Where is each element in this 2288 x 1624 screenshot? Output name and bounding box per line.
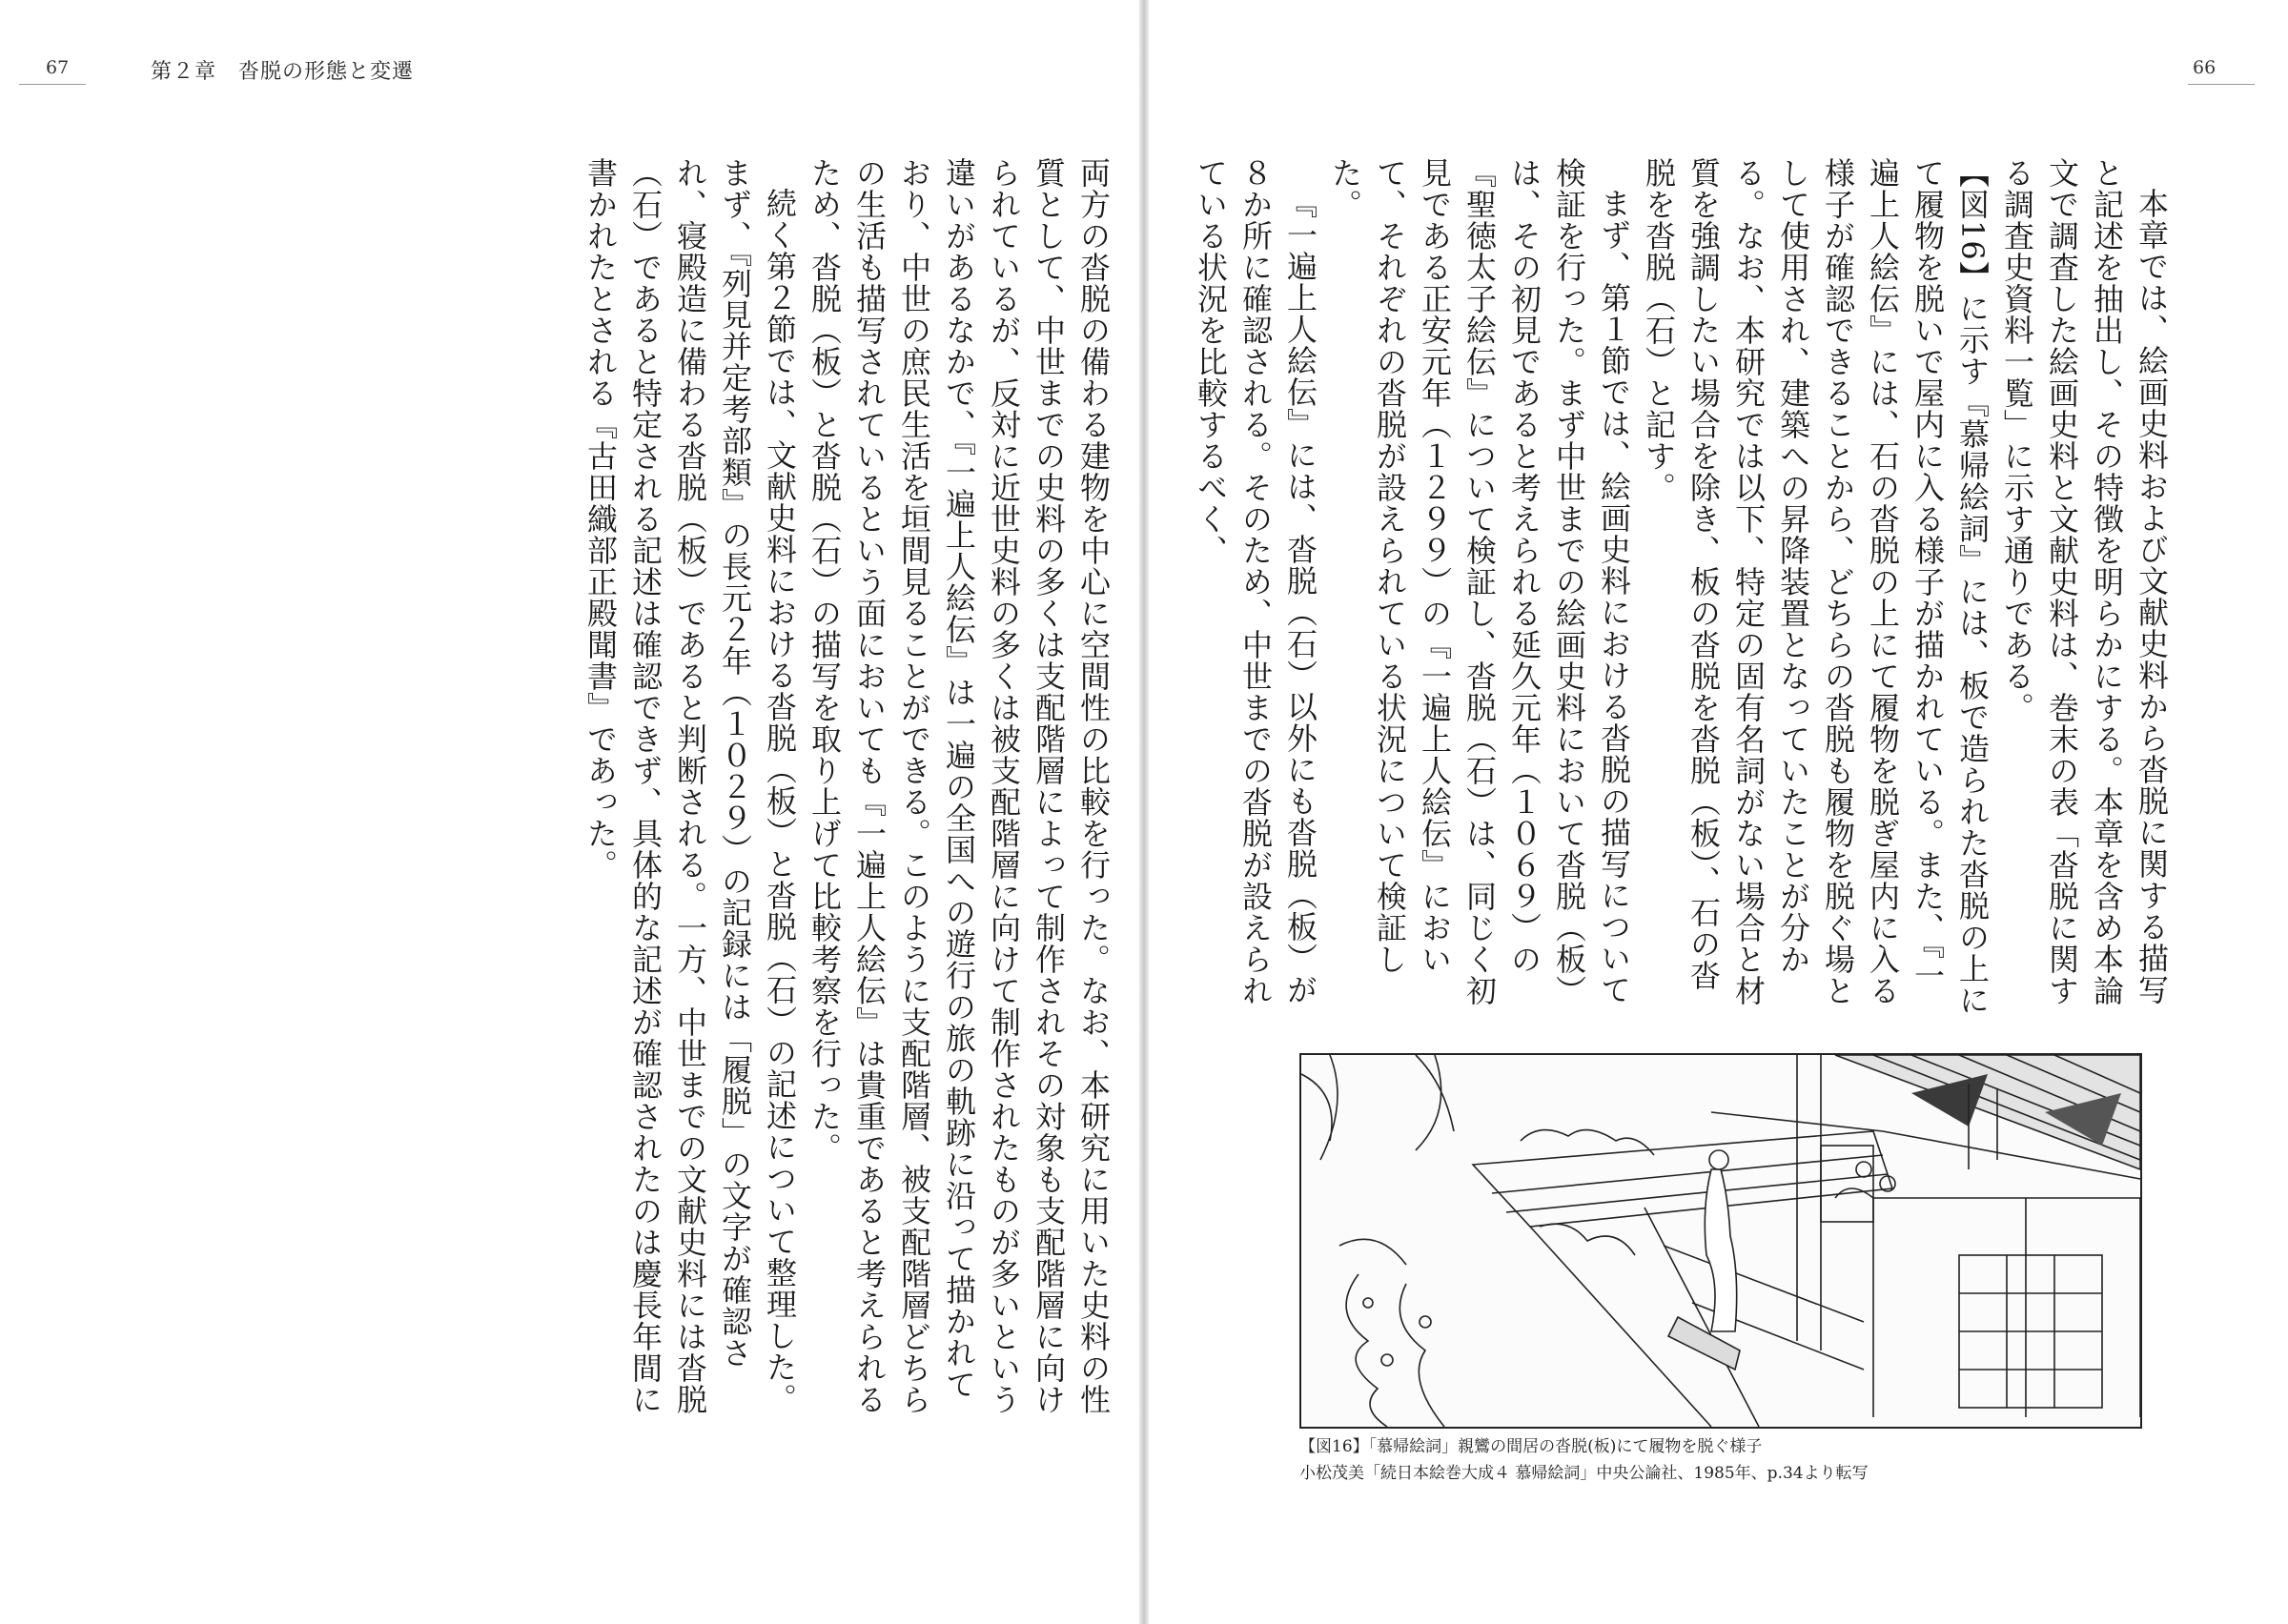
paragraph: 【図16】に示す『慕帰絵詞』には、板で造られた沓脱の上にて履物を脱いで屋内に入る様子が描かれている。また、『一遍上人絵伝』には、石の沓脱の上にて履物を脱ぎ屋内に入る様子が確認できることから、どちらの沓脱も履物を脱ぐ場として使用され、建築への昇降装置となっていたことが分かる。なお、本研究では以下、特定の固有名詞がない場合と材質を強調したい場合を除き、板の沓脱を沓脱（板）、石の沓脱を沓脱（石）と記す。 xyxy=(1641,157,1991,1016)
header-rule-right xyxy=(2188,84,2255,85)
header-rule-left xyxy=(19,84,86,85)
page-number-right: 66 xyxy=(2193,57,2216,78)
left-body-text xyxy=(505,157,1115,1425)
paragraph: 続く第２節では、文献史料における沓脱（板）と沓脱（石）の記述について整理した。まず、『列見并定考部類』の長元２年（１０２９）の記録には「履脱」の文字が確認され、寝殿造に備わる沓脱（板）であると判断される。一方、中世までの文献史料には沓脱（石）であると特定される記述は確認できず、具体的な記述が確認されたのは慶長年間に書かれたとされる『古田織部正殿聞書』であった。 xyxy=(582,157,798,1415)
paragraph: 本章では、絵画史料および文献史料から沓脱に関する描写と記述を抽出し、その特徴を明らかにする。本章を含め本論文で調査した絵画史料と文献史料は、巻末の表「沓脱に関する調査史資料一覧」に示す通りである。 xyxy=(1999,157,2170,1006)
paragraph: 『一遍上人絵伝』には、沓脱（石）以外にも沓脱（板）が８か所に確認される。そのため、中世までの沓脱が設えられている状況を比較するべく、 xyxy=(1193,157,1318,1006)
book-gutter xyxy=(1139,0,1149,1624)
figure-caption-line2: 小松茂美「続日本絵巻大成４ 慕帰絵詞」中央公論社、1985年、p.34より転写 xyxy=(1299,1464,1869,1483)
paragraph: 両方の沓脱の備わる建物を中心に空間性の比較を行った。なお、本研究に用いた史料の性質として、中世までの史料の多くは支配階層によって制作されその対象も支配階層に向けられているが、反対に近世史料の多くは被支配階層に向けて制作されたものが多いという違いがあるなかで、『一遍上人絵伝』は一遍の全国への遊行の旅の軌跡に沿って描かれており、中世の庶民生活を垣間見ることができる。このように支配階層、被支配階層どちらの生活も描写されているという面においても『一遍上人絵伝』は貴重であると考えられるため、沓脱（板）と沓脱（石）の描写を取り上げて比較考察を行った。 xyxy=(807,157,1112,1415)
figure-caption-line1: 【図16】「慕帰絵詞」親鸞の間居の沓脱(板)にて履物を脱ぐ様子 xyxy=(1299,1437,1763,1456)
paragraph: まず、第１節では、絵画史料における沓脱の描写について検証を行った。まず中世までの絵画史料において沓脱（板）は、その初見であると考えられる延久元年（１０６９）の『聖徳太子絵伝』について検証し、沓脱（石）は、同じく初見である正安元年（１２９９）の『一遍上人絵伝』において、それぞれの沓脱が設えられている状況について検証した。 xyxy=(1327,157,1632,1006)
page-number-left: 67 xyxy=(46,57,70,78)
left-page xyxy=(0,0,1139,1624)
right-body-text xyxy=(1193,157,2174,1020)
figure-16-illustration xyxy=(1299,1053,2142,1429)
running-head: 第２章 沓脱の形態と変遷 xyxy=(151,60,415,84)
